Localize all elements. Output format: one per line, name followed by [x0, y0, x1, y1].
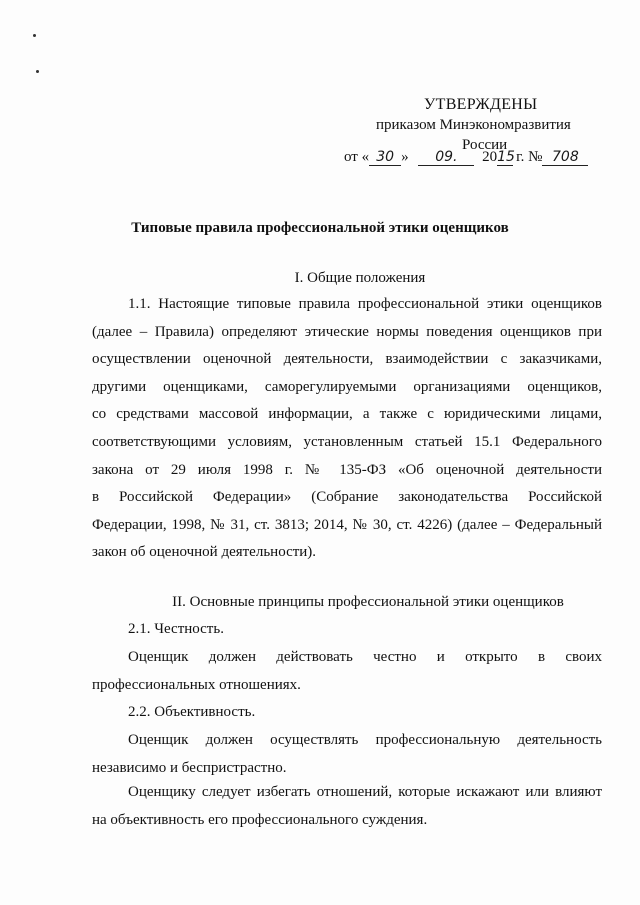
paragraph-line: соответствующими условиям, установленным статьей 15.1 Федерального: [92, 433, 602, 450]
paragraph-line: 1.1. Настоящие типовые правила профессиональной этики оценщиков: [128, 296, 602, 312]
paragraph-line: Оценщик должен действовать честно и открыто в своих: [128, 649, 602, 665]
section-1-paragraph: [92, 291, 602, 567]
handwritten-year: 15: [497, 149, 515, 165]
paragraph-line: закона от 29 июля 1998 г. № 135-ФЗ «Об оценочной деятельности: [92, 461, 602, 478]
handwritten-number: 708: [542, 149, 588, 166]
year-after: г. №: [516, 149, 543, 165]
item-2-1-text: [92, 644, 602, 699]
item-2-1-title: 2.1. Честность.: [128, 621, 224, 637]
section-2-heading: II. Основные принципы профессиональной этики оценщиков: [172, 594, 564, 610]
approval-date-line: [344, 149, 588, 166]
paragraph-line: профессиональных отношениях.: [92, 676, 301, 693]
paragraph-line: другими оценщиками, саморегулируемыми организациями оценщиков,: [92, 378, 602, 395]
item-2-2-title: 2.2. Объективность.: [128, 704, 256, 720]
handwritten-month: 09.: [418, 149, 474, 166]
approval-ministry: приказом Минэкономразвития: [376, 117, 571, 133]
approval-title: УТВЕРЖДЕНЫ: [424, 96, 538, 113]
scan-speck: [36, 70, 39, 73]
paragraph-line: осуществлении оценочной деятельности, взаимодействии с заказчиками,: [92, 351, 602, 368]
item-2-2-text: [92, 727, 602, 782]
paragraph-line: на объективность его профессионального суждения.: [92, 811, 428, 828]
paragraph-line: Федерации, 1998, № 31, ст. 3813; 2014, № 30, ст. 4226) (далее – Федеральный: [92, 516, 602, 533]
paragraph-line: Оценщик должен осуществлять профессиональную деятельность: [128, 732, 602, 748]
section-1-heading: I. Общие положения: [294, 270, 426, 286]
paragraph-line: в Российской Федерации» (Собрание законодательства Российской: [92, 489, 602, 506]
item-2-2-text-2: [92, 779, 602, 834]
paragraph-line: Оценщику следует избегать отношений, которые искажают или влияют: [128, 784, 602, 800]
paragraph-line: закон об оценочной деятельности).: [92, 544, 317, 561]
date-day-suffix: »: [401, 149, 409, 165]
year-prefix: 20: [482, 149, 498, 165]
approval-country: России: [462, 137, 508, 153]
paragraph-line: (далее – Правила) определяют этические нормы поведения оценщиков при: [92, 323, 602, 340]
paragraph-line: со средствами массовой информации, а также с юридическими лицами,: [92, 406, 602, 423]
document-title: Типовые правила профессиональной этики оценщиков: [131, 220, 509, 236]
date-prefix: от «: [344, 149, 370, 165]
scan-speck: [33, 34, 36, 37]
handwritten-day: 30: [369, 149, 401, 166]
paragraph-line: независимо и беспристрастно.: [92, 759, 287, 776]
